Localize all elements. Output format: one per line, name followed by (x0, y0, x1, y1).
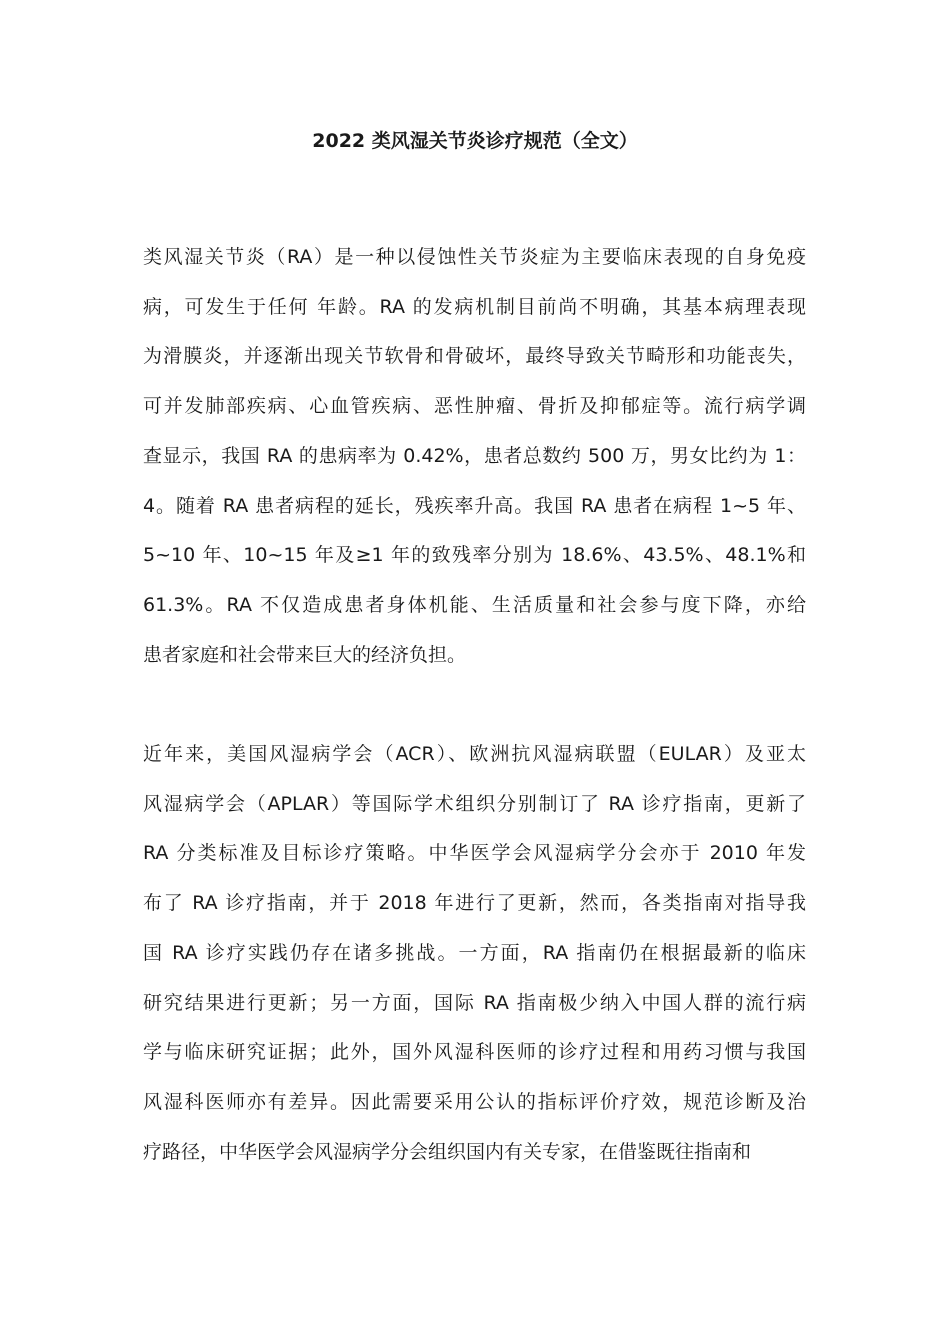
text-line: 61.3%。RA 不仅造成患者身体机能、生活质量和社会参与度下降，亦给 (143, 593, 806, 616)
text-line: 国 RA 诊疗实践仍存在诸多挑战。一方面，RA 指南仍在根据最新的临床 (143, 941, 806, 964)
text-line: 研究结果进行更新；另一方面，国际 RA 指南极少纳入中国人群的流行病 (143, 991, 806, 1014)
text-line: 可并发肺部疾病、心血管疾病、恶性肿瘤、骨折及抑郁症等。流行病学调 (143, 395, 806, 418)
text-line: 风湿病学会（APLAR）等国际学术组织分别制订了 RA 诊疗指南，更新了 (143, 792, 806, 815)
text-line: 布了 RA 诊疗指南，并于 2018 年进行了更新，然而，各类指南对指导我 (143, 892, 806, 915)
text-line: 4。随着 RA 患者病程的延长，残疾率升高。我国 RA 患者在病程 1~5 年、 (143, 494, 806, 517)
document-title: 2022 类风湿关节炎诊疗规范（全文） (312, 130, 638, 152)
text-line: 5~10 年、10~15 年及≥1 年的致残率分别为 18.6%、43.5%、48.1%和 (143, 544, 806, 567)
text-line: RA 分类标准及目标诊疗策略。中华医学会风湿病学分会亦于 2010 年发 (143, 842, 806, 865)
text-line: 疗路径，中华医学会风湿病学分会组织国内有关专家，在借鉴既往指南和 (143, 1140, 752, 1163)
text-line: 风湿科医师亦有差异。因此需要采用公认的指标评价疗效，规范诊断及治 (143, 1090, 806, 1113)
text-line: 为滑膜炎，并逐渐出现关节软骨和骨破坏，最终导致关节畸形和功能丧失， (143, 345, 806, 368)
text-line: 学与临床研究证据；此外，国外风湿科医师的诊疗过程和用药习惯与我国 (143, 1041, 806, 1064)
text-line: 近年来，美国风湿病学会（ACR）、欧洲抗风湿病联盟（EULAR）及亚太 (143, 743, 806, 765)
text-line: 患者家庭和社会带来巨大的经济负担。 (143, 643, 467, 666)
text-line: 类风湿关节炎（RA）是一种以侵蚀性关节炎症为主要临床表现的自身免疫 (143, 246, 806, 268)
text-line: 病，可发生于任何 年龄。RA 的发病机制目前尚不明确，其基本病理表现 (143, 295, 806, 318)
text-line: 查显示，我国 RA 的患病率为 0.42%，患者总数约 500 万，男女比约为 1： (143, 444, 806, 467)
